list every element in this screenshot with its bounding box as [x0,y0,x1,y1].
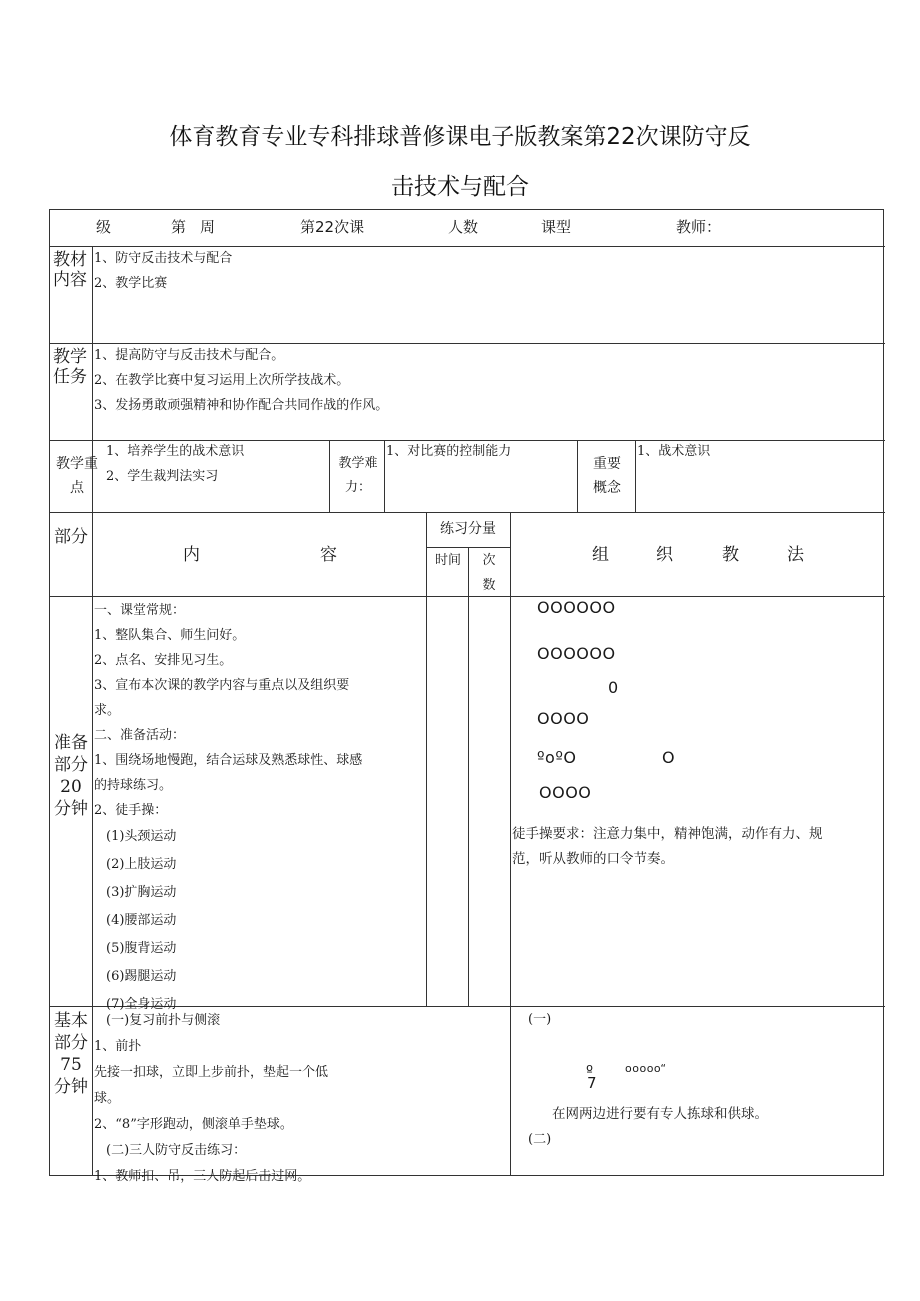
document-title-line-2: 击技术与配合 [391,174,529,200]
method-header-2: 织 [656,545,673,565]
grade-label: 级 [96,218,112,236]
part-header: 部分 [54,527,88,547]
row-rule [50,512,885,513]
lesson-number-label: 第22次课 [300,218,365,236]
content-row-label: 教材内容 [53,250,87,290]
prep-line: 2、徒手操： [94,803,168,818]
task-row-label: 教学任务 [53,347,87,387]
basic-line: 先接一扣球，立即上步前扑，垫起一个低 [94,1065,329,1080]
prep-content [94,598,424,1012]
basic-method-note: 在网两边进行要有专人拣球和供球。 [552,1106,768,1122]
basic-line: (二)三人防守反击练习： [106,1143,247,1158]
concept-items [637,439,710,464]
basic-content [94,1008,424,1184]
prep-line: 1、整队集合、师生问好。 [94,628,246,643]
content-item: 1、防守反击技术与配合 [94,251,233,266]
task-item: 2、在教学比赛中复习运用上次所学技战术。 [94,373,350,388]
basic-method-one: (一) [528,1012,552,1027]
prep-line: 的持球练习。 [94,778,173,793]
time-header: 时间 [434,553,461,568]
focus-item: 1、培养学生的战术意识 [106,444,245,459]
concept-item: 1、战术意识 [637,444,711,459]
difficulty-label: 教学难力： [338,456,378,495]
basic-line: 2、“8”字形跑动，侧滚单手垫球。 [94,1117,293,1132]
prep-line: (5)腹背运动 [106,941,177,956]
formation-row: ºoºO [537,748,577,767]
prep-line: 一、课堂常规： [94,603,186,618]
col-rule [577,440,578,512]
prep-line: (1)头颈运动 [106,829,177,844]
prep-line: 3、宣布本次课的教学内容与重点以及组织要 [94,678,350,693]
times-header: 次数 [482,553,496,593]
method-header-4: 法 [787,545,804,565]
formation-row: OOOOOO [537,598,616,617]
formation-row: OOOO [537,709,590,728]
practice-header: 练习分量 [440,521,496,537]
basic-line: 球。 [94,1091,121,1106]
col-rule [635,440,636,512]
formation-row: OOOOOO [537,644,616,663]
basic-section-label: 基本部分75分钟 [54,1011,88,1097]
prep-method-line: 范，听从教师的口令节奏。 [512,851,674,867]
difficulty-items [386,439,511,464]
student-count-label: 人数 [448,218,479,236]
col-rule [426,512,427,1006]
court-diagram-mark-a: º [586,1062,594,1080]
col-rule [510,512,511,1176]
teacher-label: 教师： [676,218,722,236]
prep-line: 二、准备活动： [94,728,186,743]
content-header-b: 容 [320,545,337,565]
formation-marker: O [662,748,676,767]
method-header-3: 教 [722,545,739,565]
col-rule [329,440,330,512]
prep-line: 1、围绕场地慢跑，结合运球及熟悉球性、球感 [94,753,363,768]
prep-method-line: 徒手操要求：注意力集中，精神饱满，动作有力、规 [512,826,823,842]
prep-line: (6)踢腿运动 [106,969,177,984]
week-label: 第周 [171,218,230,236]
basic-line: 1、教师扣、吊，三人防起后击过网。 [94,1169,311,1184]
basic-line: 1、前扑 [94,1039,142,1054]
method-header-1: 组 [592,545,609,565]
prep-line: 求。 [94,703,121,718]
focus-label: 教学重点 [56,456,98,496]
basic-method-two: (二) [528,1132,552,1147]
formation-row: OOOO [539,783,592,802]
content-items [94,246,232,296]
formation-marker: 0 [608,678,619,697]
col-rule [384,440,385,512]
lesson-type-label: 课型 [541,218,572,236]
prep-section-label: 准备部分20分钟 [54,733,88,819]
basic-line: (一)复习前扑与侧滚 [106,1013,221,1028]
prep-line: (3)扩胸运动 [106,885,177,900]
focus-item: 2、学生裁判法实习 [106,469,219,484]
prep-line: (2)上肢运动 [106,857,177,872]
task-item: 1、提高防守与反击技术与配合。 [94,348,285,363]
court-diagram-mark-b: 7 [587,1074,598,1092]
document-title-line-1: 体育教育专业专科排球普修课电子版教案第22次课防守反 [169,124,751,150]
content-item: 2、教学比赛 [94,276,168,291]
focus-items [106,439,244,489]
prep-line: (7)全身运动 [106,997,177,1012]
concept-label: 重要概念 [593,456,621,496]
court-diagram-players: ooooo“ [625,1062,667,1075]
task-items [94,343,388,418]
prep-method-text [512,822,823,872]
difficulty-item: 1、对比赛的控制能力 [386,444,512,459]
content-header-a: 内 [183,545,200,565]
task-item: 3、发扬勇敢顽强精神和协作配合共同作战的作风。 [94,398,389,413]
prep-line: 2、点名、安排见习生。 [94,653,233,668]
col-rule [468,547,469,1006]
prep-line: (4)腰部运动 [106,913,177,928]
col-rule [92,246,93,1176]
lesson-plan-table [49,209,884,1184]
